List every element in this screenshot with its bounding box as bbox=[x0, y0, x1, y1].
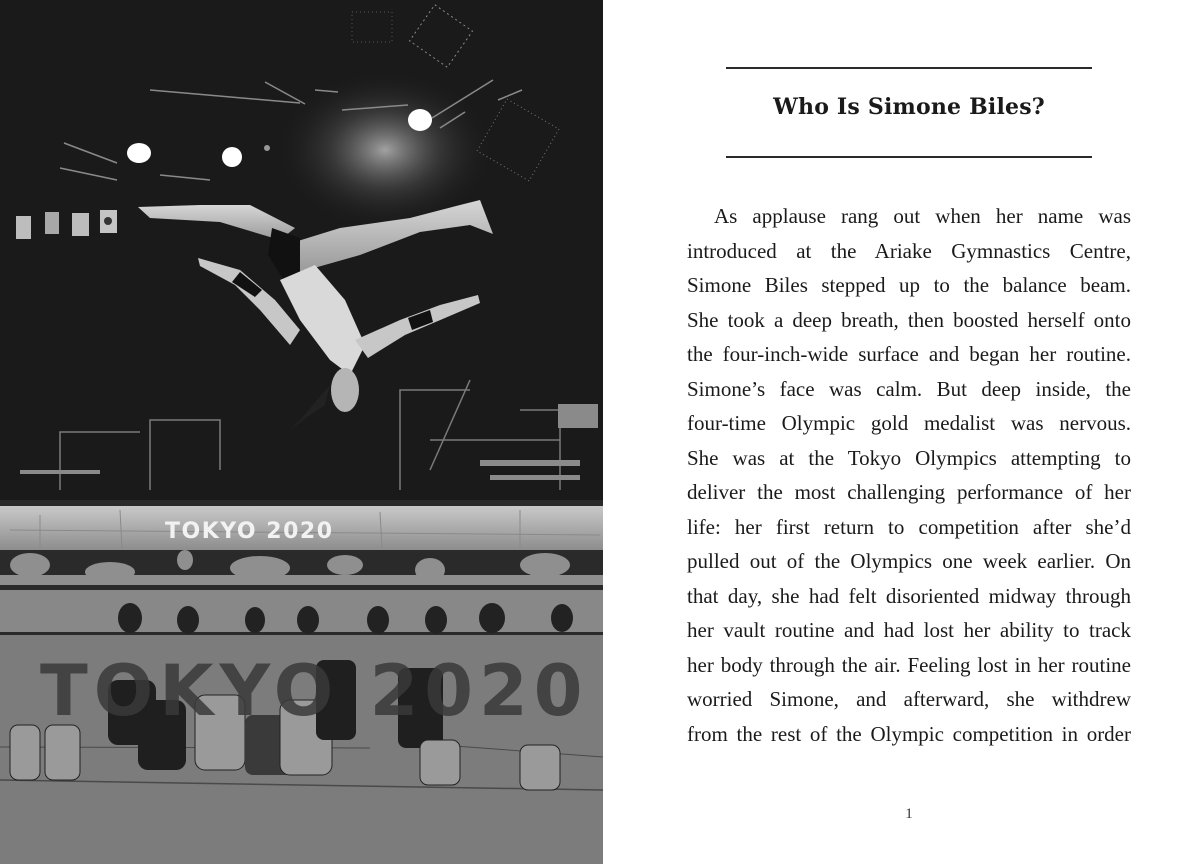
stands-signage: TOKYO 2020 bbox=[40, 650, 589, 732]
title-rule-bottom bbox=[726, 156, 1092, 158]
wall-banners bbox=[16, 210, 117, 239]
text-line: that day, she had felt disoriented midway through bbox=[687, 583, 1131, 608]
text-line: Simone Biles stepped up to the balance beam. bbox=[687, 273, 1131, 297]
text-line: worried Simone, and afterward, she withdrew bbox=[687, 687, 1131, 711]
text-line: her body through the air. Feeling lost in her routine bbox=[687, 652, 1131, 677]
page-number: 1 bbox=[905, 806, 913, 822]
text-line: As applause rang out when her name was bbox=[714, 204, 1131, 228]
text-line: four-time Olympic gold medalist was nervous. bbox=[687, 411, 1131, 435]
text-page bbox=[603, 0, 1200, 864]
body-paragraph bbox=[687, 199, 1131, 751]
text-line: deliver the most challenging performance of her bbox=[687, 480, 1131, 504]
text-line: the four-inch-wide surface and began her routine. bbox=[687, 342, 1131, 366]
spotlight-1 bbox=[127, 143, 151, 163]
chapter-title: Who Is Simone Biles? bbox=[773, 94, 1045, 120]
spotlight-2 bbox=[222, 147, 242, 167]
title-rule-top bbox=[726, 67, 1092, 69]
text-line: her vault routine and had lost her ability to track bbox=[687, 618, 1131, 642]
text-line: She took a deep breath, then boosted herself onto bbox=[687, 307, 1131, 332]
text-line: from the rest of the Olympic competition in order bbox=[687, 721, 1131, 746]
text-line: introduced at the Ariake Gymnastics Centre, bbox=[687, 238, 1131, 263]
text-line: She was at the Tokyo Olympics attempting to bbox=[687, 445, 1131, 470]
arena-structures bbox=[60, 380, 560, 490]
beam-signage: TOKYO 2020 bbox=[165, 519, 334, 544]
spotlight-3 bbox=[408, 109, 432, 131]
gymnast-figure bbox=[138, 200, 493, 440]
text-line: pulled out of the Olympics one week earlier. On bbox=[687, 549, 1131, 573]
text-line: Simone’s face was calm. But deep inside, the bbox=[687, 376, 1131, 401]
text-line: life: her first return to competition after she’d bbox=[687, 514, 1131, 539]
